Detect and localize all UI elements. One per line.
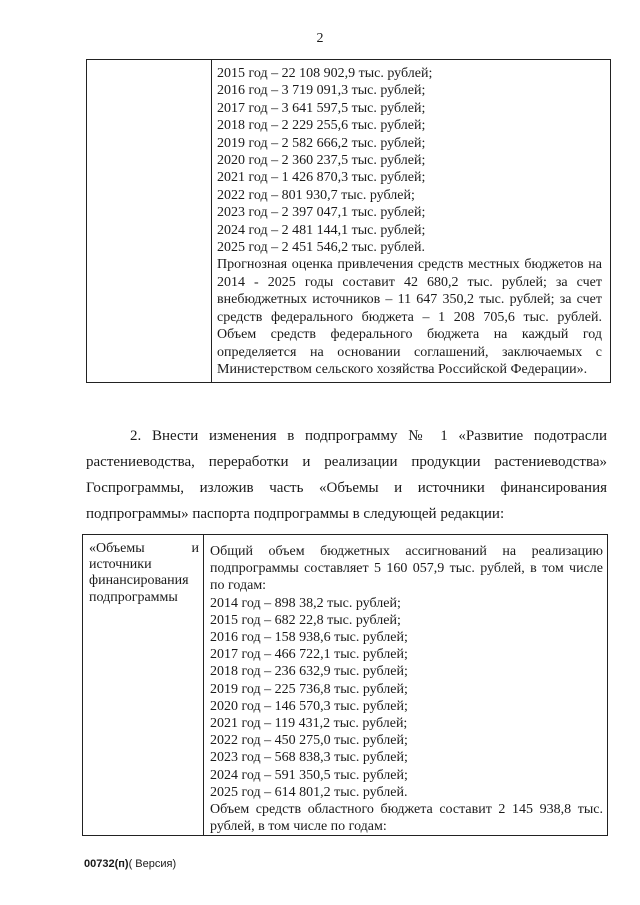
- year-row: 2018 год – 236 632,9 тыс. рублей;: [210, 664, 408, 680]
- document-version: ( Версия): [128, 858, 177, 870]
- year-row: 2018 год – 2 229 255,6 тыс. рублей;: [217, 118, 426, 134]
- year-row: 2021 год – 1 426 870,3 тыс. рублей;: [217, 170, 426, 186]
- year-row: 2021 год – 119 431,2 тыс. рублей;: [210, 716, 408, 732]
- funding-intro: Общий объем бюджетных ассигнований на реализацию подпрограммы составляет 5 160 057,9 тыс. рублей, в том числе по годам:: [210, 544, 603, 594]
- year-row: 2019 год – 2 582 666,2 тыс. рублей;: [217, 135, 426, 151]
- table-label-cell: [87, 60, 212, 383]
- regional-budget-text: Объем средств областного бюджета составит 2 145 938,8 тыс. рублей, в том числе по годам:: [210, 802, 603, 835]
- funding-table-continued: [86, 59, 611, 383]
- year-row: 2015 год – 22 108 902,9 тыс. рублей;: [217, 66, 433, 81]
- year-row: 2022 год – 450 275,0 тыс. рублей;: [210, 733, 408, 749]
- year-row: 2025 год – 614 801,2 тыс. рублей.: [210, 784, 408, 800]
- table-content-cell: [212, 60, 611, 383]
- year-row: 2025 год – 2 451 546,2 тыс. рублей.: [217, 240, 425, 256]
- year-row: 2015 год – 682 22,8 тыс. рублей;: [210, 612, 401, 628]
- year-row: 2022 год – 801 930,7 тыс. рублей;: [217, 187, 415, 203]
- year-row: 2020 год – 2 360 237,5 тыс. рублей;: [217, 153, 426, 169]
- table-content-cell: [204, 535, 608, 836]
- year-row: 2024 год – 591 350,5 тыс. рублей;: [210, 767, 408, 783]
- year-row: 2017 год – 3 641 597,5 тыс. рублей;: [217, 100, 426, 116]
- year-row: 2016 год – 3 719 091,3 тыс. рублей;: [217, 83, 426, 99]
- document-code: 00732(п): [84, 858, 129, 870]
- year-row: 2024 год – 2 481 144,1 тыс. рублей;: [217, 222, 426, 238]
- year-row: 2023 год – 2 397 047,1 тыс. рублей;: [217, 205, 426, 221]
- document-footer: [84, 858, 176, 870]
- table-label-cell: «Объемы и источники финансирования подпрограммы: [83, 535, 204, 836]
- subprogram-funding-table: [82, 534, 608, 836]
- forecast-text: Прогнозная оценка привлечения средств местных бюджетов на 2014 - 2025 годы составит 42 680,2 тыс. рублей; за счет внебюджетных источников – 11 647 350,2 тыс. рублей; за счет средств федерального бюджета – 1 208 705,6 тыс. рублей. Объем средств федерального бюджета на каждый год определяется на основании соглашений, заключаемых с Министерством сельского хозяйства Российской Федерации».: [217, 257, 602, 377]
- year-row: 2019 год – 225 736,8 тыс. рублей;: [210, 681, 408, 697]
- amendment-paragraph: 2. Внести изменения в подпрограмму № 1 «Развитие подотрасли растениеводства, переработки и реализации продукции растениеводства» Госпрограммы, изложив часть «Объемы и источники финансирования подпрограммы» паспорта подпрограммы в следующей редакции:: [86, 428, 607, 522]
- year-row: 2014 год – 898 38,2 тыс. рублей;: [210, 595, 401, 611]
- year-row: 2023 год – 568 838,3 тыс. рублей;: [210, 750, 408, 766]
- year-row: 2017 год – 466 722,1 тыс. рублей;: [210, 647, 408, 663]
- year-row: 2016 год – 158 938,6 тыс. рублей;: [210, 630, 408, 646]
- year-row: 2020 год – 146 570,3 тыс. рублей;: [210, 698, 408, 714]
- page-number: 2: [316, 31, 324, 46]
